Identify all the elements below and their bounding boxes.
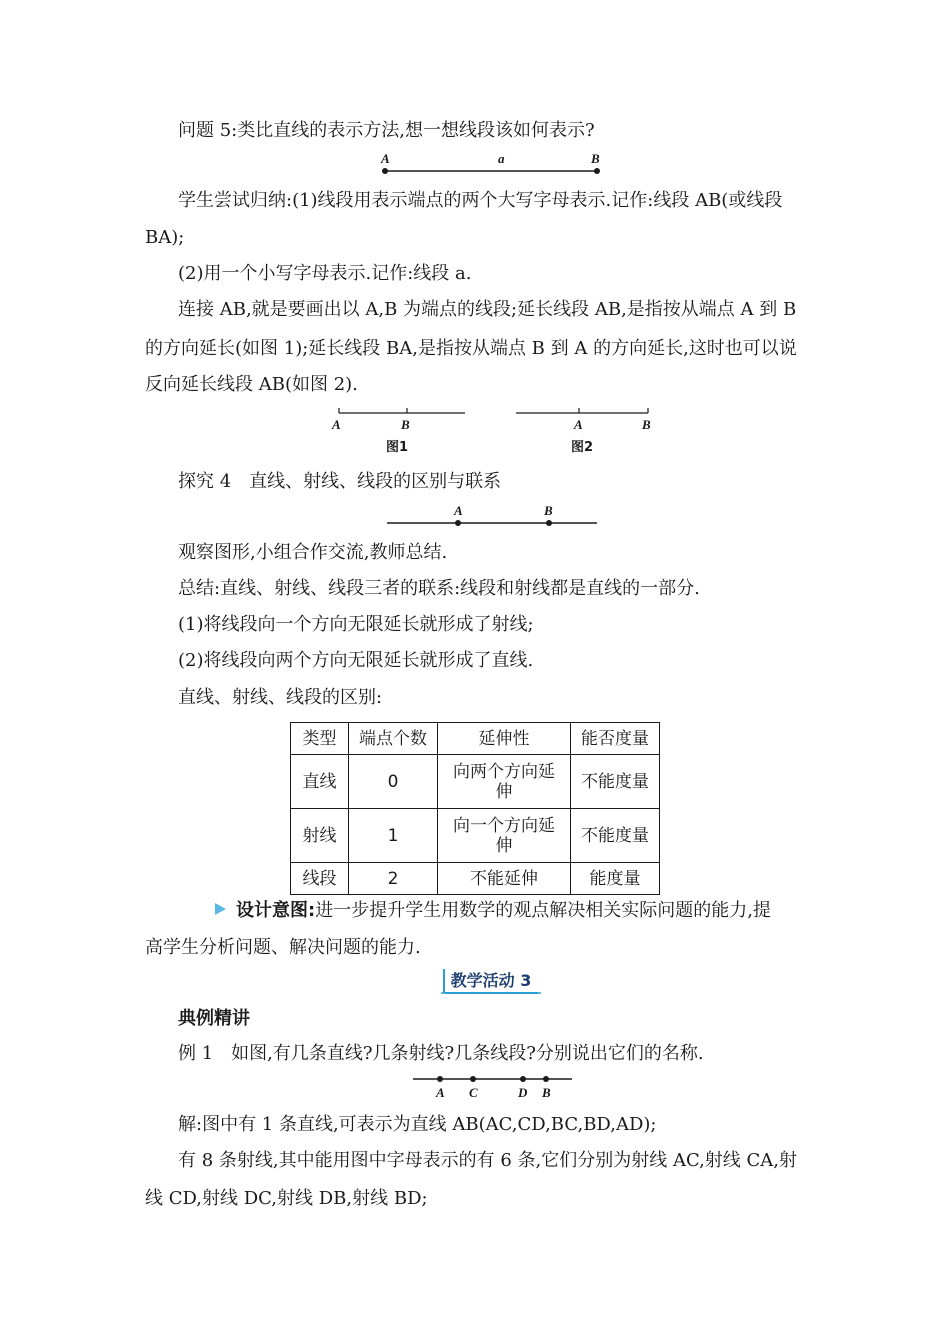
para-connect-2: 的方向延长(如图 1);延长线段 BA,是指按从端点 B 到 A 的方向延长,这时也可以说	[145, 338, 797, 359]
solution-2: 有 8 条射线,其中能用图中字母表示的有 6 条,它们分别为射线 AC,射线 CA,射	[178, 1150, 798, 1171]
cell-line: 向两个方向延	[453, 761, 555, 782]
cell-line: 向一个方向延	[453, 815, 555, 836]
para-summary-1: (1)将线段向一个方向无限延长就形成了射线;	[178, 614, 534, 635]
solution-3: 线 CD,射线 DC,射线 DB,射线 BD;	[145, 1188, 428, 1209]
para-summary-2: (2)将线段向两个方向无限延长就形成了直线.	[178, 650, 534, 671]
table-cell	[438, 755, 571, 809]
table-header: 延伸性	[438, 723, 571, 755]
table-row	[291, 755, 660, 809]
table-cell: 射线	[291, 809, 349, 863]
fig2-label-a: A	[574, 417, 583, 432]
segment-figure	[380, 150, 610, 180]
figure-1	[328, 402, 478, 458]
example-figure	[410, 1070, 575, 1104]
design-intent-cont: 高学生分析问题、解决问题的能力.	[145, 937, 421, 958]
table-row	[291, 809, 660, 863]
table-cell	[438, 809, 571, 863]
solution-1: 解:图中有 1 条直线,可表示为直线 AB(AC,CD,BC,BD,AD);	[178, 1114, 657, 1135]
fig1-label-a: A	[332, 417, 341, 432]
para-notation-2: (2)用一个小写字母表示.记作:线段 a.	[178, 263, 472, 284]
table-header-row	[291, 723, 660, 755]
design-label: 设计意图:	[236, 900, 316, 921]
activity-badge	[441, 966, 541, 994]
fig1-caption: 图1	[386, 440, 409, 455]
para-difference: 直线、射线、线段的区别:	[178, 687, 383, 708]
seg-label-mid: a	[498, 151, 505, 166]
para-connect-1: 连接 AB,就是要画出以 A,B 为端点的线段;延长线段 AB,是指按从端点 A 到 B	[178, 299, 797, 320]
design-intent	[236, 900, 771, 922]
line-label-a: A	[454, 503, 463, 518]
table-cell: 不能延伸	[438, 863, 571, 895]
arrow-icon	[214, 902, 228, 916]
table-header: 端点个数	[349, 723, 438, 755]
para-connect-3: 反向延长线段 AB(如图 2).	[145, 374, 358, 395]
seg-label-b: B	[591, 151, 600, 166]
ex-label-b: B	[542, 1085, 551, 1100]
ex-label-a: A	[436, 1085, 445, 1100]
table-cell: 线段	[291, 863, 349, 895]
table-header: 能否度量	[571, 723, 660, 755]
explore-4-heading: 探究 4 直线、射线、线段的区别与联系	[178, 471, 502, 492]
table-cell: 2	[349, 863, 438, 895]
activity-title: 教学活动 3	[450, 971, 532, 990]
fig2-caption: 图2	[571, 440, 594, 455]
line-label-b: B	[544, 503, 553, 518]
table-cell: 不能度量	[571, 809, 660, 863]
table-cell: 直线	[291, 755, 349, 809]
ex-label-c: C	[469, 1085, 478, 1100]
fig1-label-b: B	[401, 417, 410, 432]
para-observe: 观察图形,小组合作交流,教师总结.	[178, 542, 448, 563]
table-row	[291, 863, 660, 895]
fig2-label-b: B	[642, 417, 651, 432]
seg-label-a: A	[381, 151, 390, 166]
table-cell: 1	[349, 809, 438, 863]
cell-line: 伸	[495, 781, 513, 802]
comparison-table	[290, 722, 660, 895]
para-induction: 学生尝试归纳:(1)线段用表示端点的两个大写字母表示.记作:线段 AB(或线段	[178, 190, 783, 211]
section-heading: 典例精讲	[178, 1008, 250, 1029]
para-summary: 总结:直线、射线、线段三者的联系:线段和射线都是直线的一部分.	[178, 578, 700, 599]
cell-line: 伸	[495, 835, 513, 856]
figure-2	[510, 402, 660, 458]
ex-label-d: D	[518, 1085, 528, 1100]
design-text: 进一步提升学生用数学的观点解决相关实际问题的能力,提	[315, 900, 771, 921]
table-header: 类型	[291, 723, 349, 755]
line-figure	[385, 503, 600, 529]
table-cell: 不能度量	[571, 755, 660, 809]
table-cell: 0	[349, 755, 438, 809]
para-induction-cont: BA);	[145, 227, 185, 248]
example-1: 例 1 如图,有几条直线?几条射线?几条线段?分别说出它们的名称.	[178, 1043, 704, 1064]
question-5: 问题 5:类比直线的表示方法,想一想线段该如何表示?	[178, 120, 595, 141]
table-cell: 能度量	[571, 863, 660, 895]
